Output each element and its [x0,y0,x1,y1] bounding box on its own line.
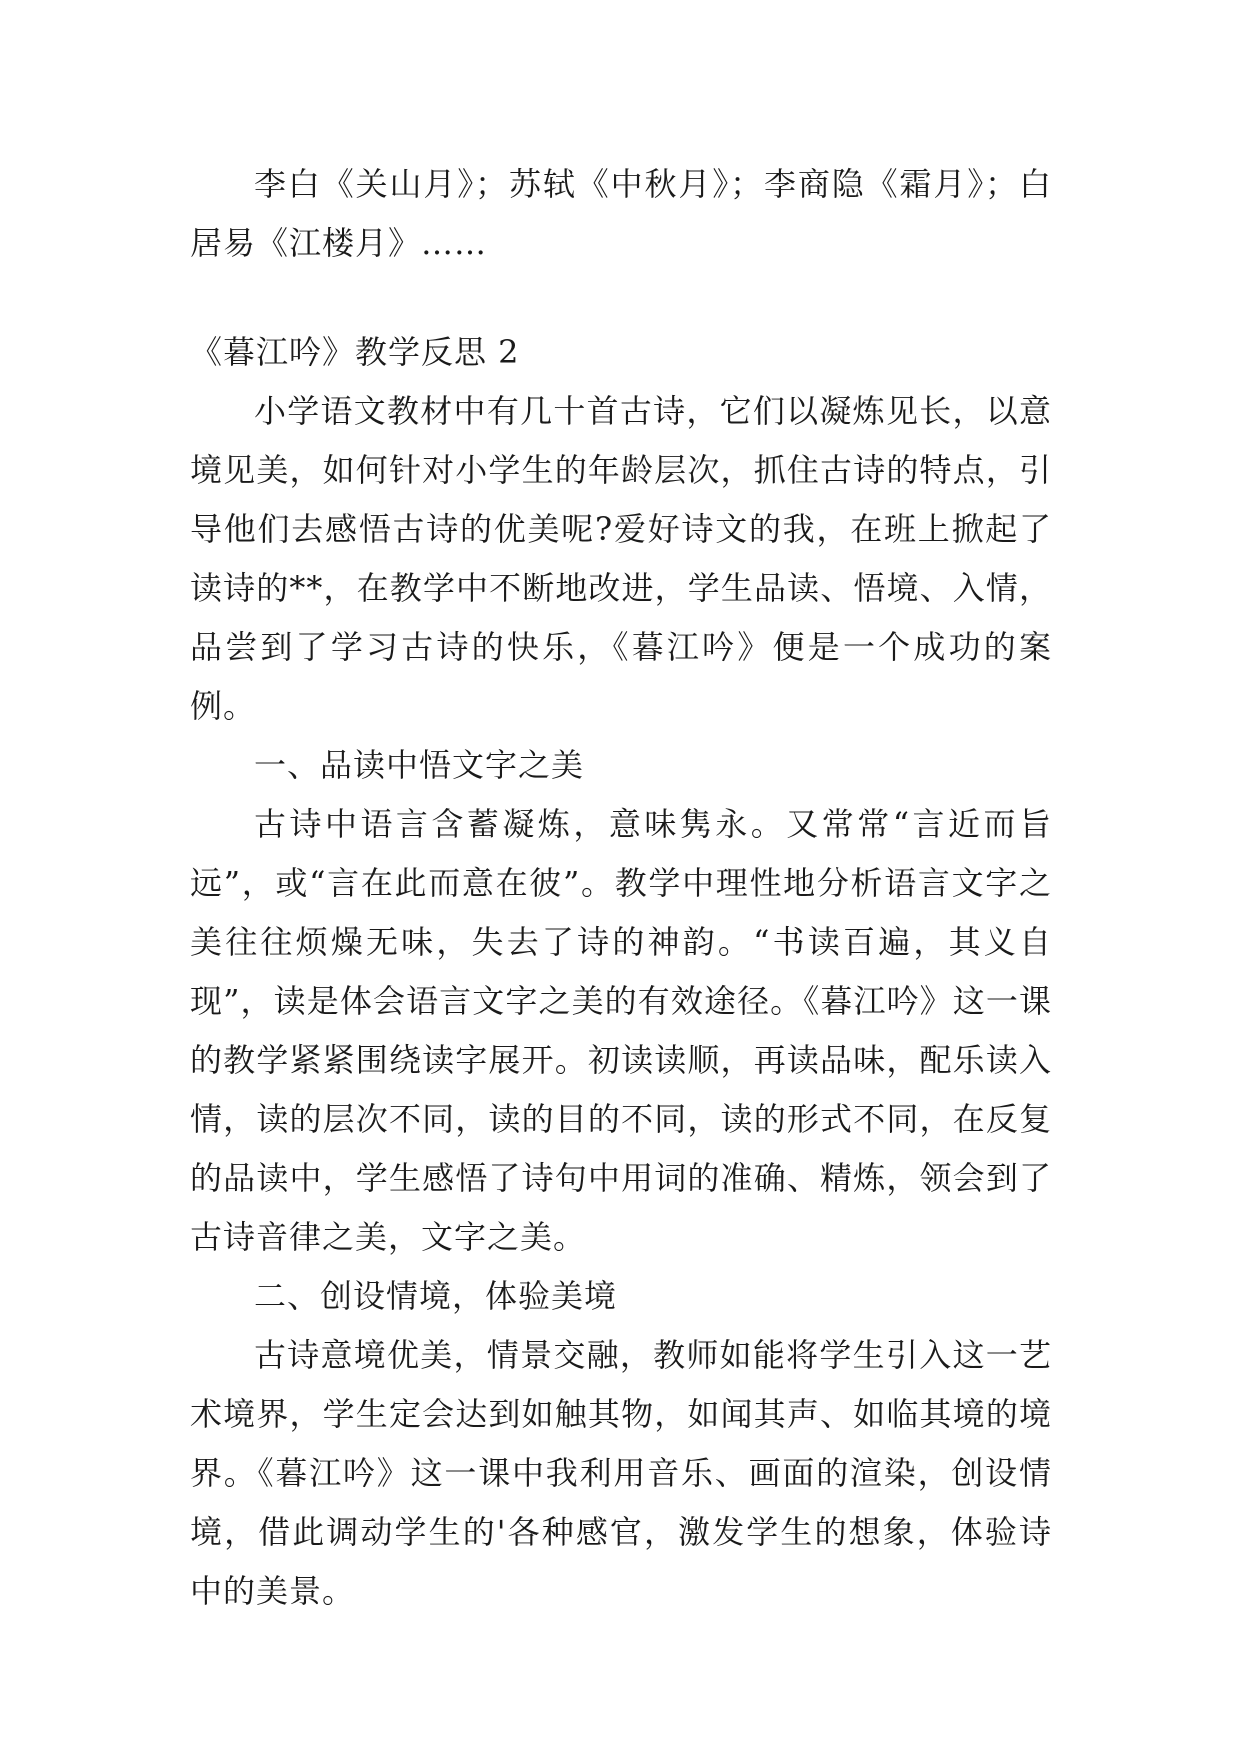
subheading: 一、品读中悟文字之美 [254,746,585,784]
subheading: 二、创设情境，体验美境 [254,1277,618,1315]
section-title: 《暮江吟》教学反思 2 [190,333,520,371]
intro-paragraph: 李白《关山月》；苏轼《中秋月》；李商隐《霜月》；白居易《江楼月》…… [190,165,1052,262]
body-paragraph: 古诗中语言含蓄凝炼，意味隽永。又常常“言近而旨远”，或“言在此而意在彼”。教学中理性地分析语言文字之美往往烦燥无味，失去了诗的神韵。“书读百遍，其义自现”，读是体会语言文字之美的有效途径。《暮江吟》这一课的教学紧紧围绕读字展开。初读读顺，再读品味，配乐读入情，读的层次不同，读的目的不同，读的形式不同，在反复的品读中，学生感悟了诗句中用词的准确、精炼，领会到了古诗音律之美，文字之美。 [190,805,1052,1256]
section-gap [190,273,1052,323]
document-page [190,155,1052,1621]
body-paragraph: 古诗意境优美，情景交融，教师如能将学生引入这一艺术境界，学生定会达到如触其物，如闻其声、如临其境的境界。《暮江吟》这一课中我利用音乐、画面的渲染，创设情境，借此调动学生的'各种感官，激发学生的想象，体验诗中的美景。 [190,1336,1052,1610]
body-paragraph: 小学语文教材中有几十首古诗，它们以凝炼见长，以意境见美，如何针对小学生的年龄层次，抓住古诗的特点，引导他们去感悟古诗的优美呢?爱好诗文的我，在班上掀起了读诗的**，在教学中不断地改进，学生品读、悟境、入情，品尝到了学习古诗的快乐，《暮江吟》便是一个成功的案例。 [190,392,1052,725]
